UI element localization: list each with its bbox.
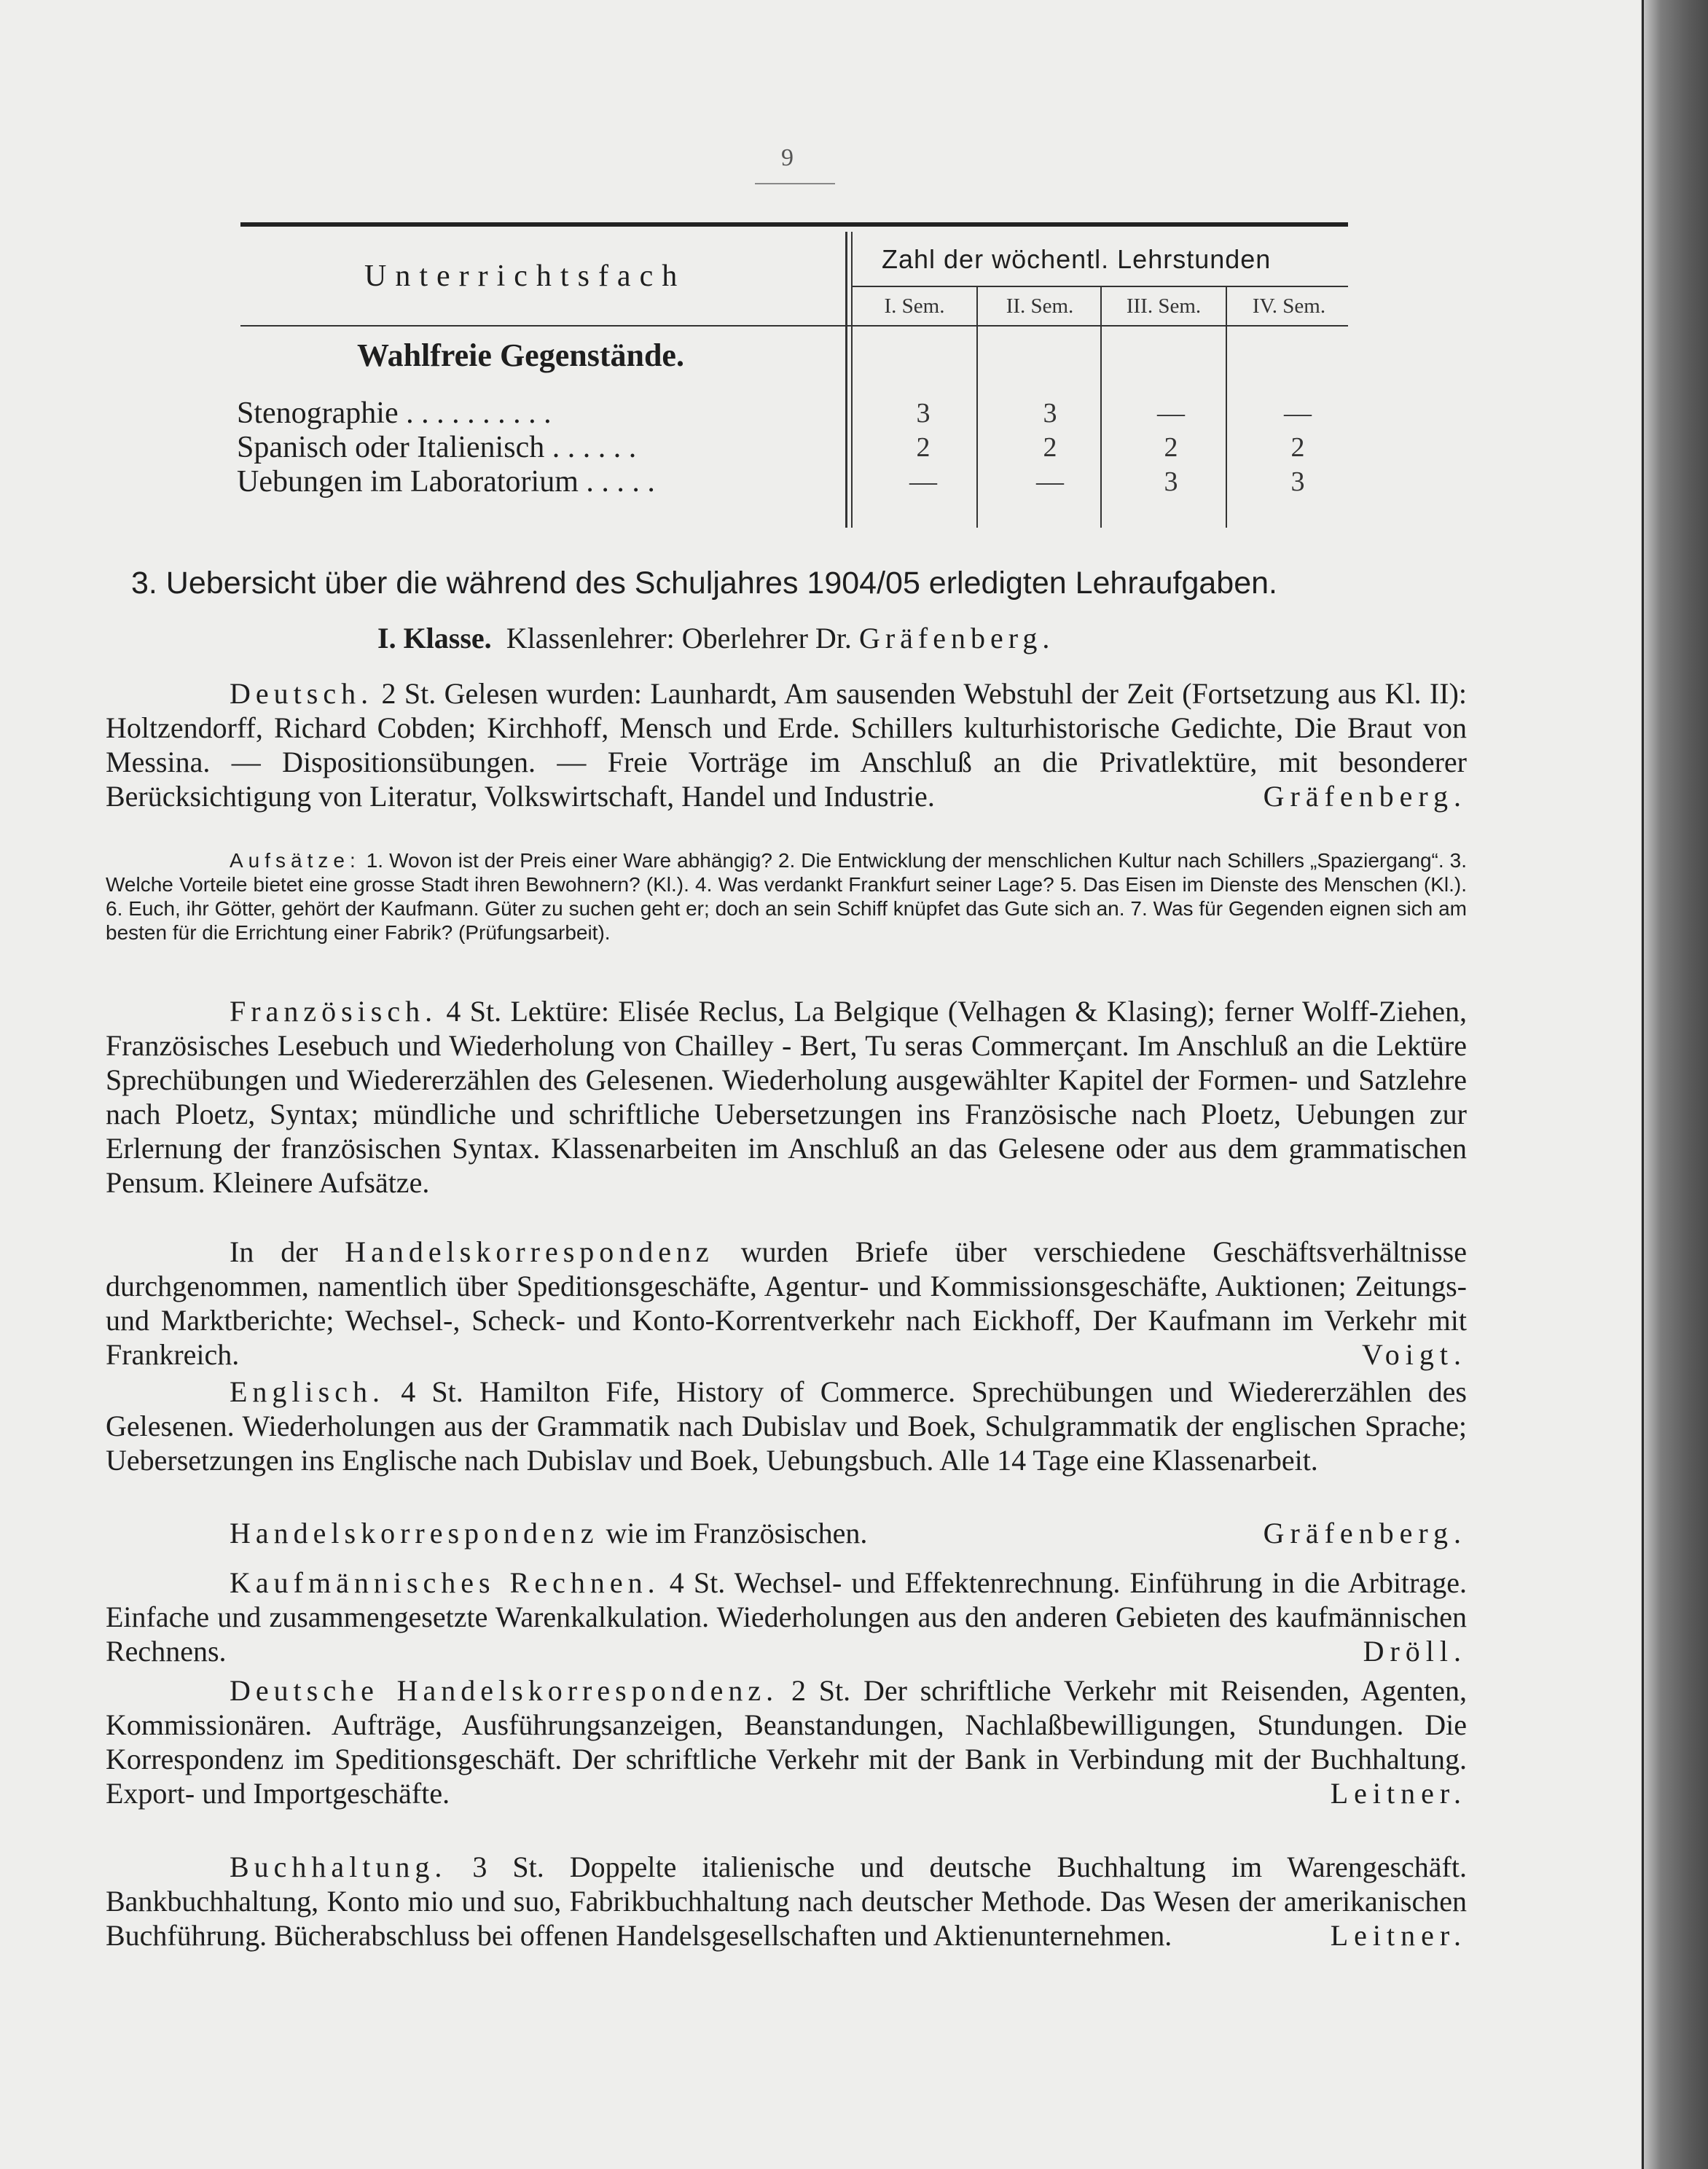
page-edge bbox=[1641, 0, 1708, 2169]
semester-header-1: I. Sem. bbox=[884, 294, 945, 318]
table-cell: 3 bbox=[916, 398, 931, 429]
paragraph-franzoesisch bbox=[106, 994, 1467, 1200]
section-title: 3. Uebersicht über die während des Schuljahres 1904/05 erledigten Lehraufgaben. bbox=[131, 566, 1277, 601]
table-cell: 3 bbox=[1290, 466, 1305, 497]
teacher-deutsche-hk: Leitner. bbox=[1330, 1777, 1467, 1810]
paragraph-handelskorrespondenz-en bbox=[106, 1516, 1467, 1550]
subject-buchhaltung: Buchhaltung. bbox=[230, 1851, 447, 1883]
paragraph-aufsaetze bbox=[106, 848, 1467, 945]
table-divider-main bbox=[845, 232, 847, 528]
text-handelskorr-en: wie im Französischen. bbox=[606, 1517, 868, 1549]
paragraph-deutsche-handelskorrespondenz bbox=[106, 1673, 1467, 1810]
prefix-handelskorr-fr: In der bbox=[230, 1235, 318, 1268]
subject-handelskorr-en: Handelskorrespondenz bbox=[230, 1517, 599, 1549]
teacher-deutsch: Gräfenberg. bbox=[1263, 780, 1467, 813]
text-englisch: 4 St. Hamilton Fife, History of Commerce. Sprechübungen und Wiedererzählen des Gelesenen. Wiederholungen aus der Grammatik nach Dubislav und Boek, Schulgrammatik der englischen Sprache; Uebersetzungen ins Englische nach Dubislav und Boek, Uebungsbuch. Alle 14 Tage eine Klassenarbeit. bbox=[106, 1375, 1467, 1477]
table-top-rule bbox=[240, 222, 1348, 227]
semester-header-4: IV. Sem. bbox=[1252, 294, 1326, 318]
subject-englisch: Englisch. bbox=[230, 1375, 385, 1408]
teacher-handelskorr-en: Gräfenberg. bbox=[1263, 1517, 1467, 1549]
page-edge-line bbox=[1642, 0, 1644, 2169]
paragraph-rechnen bbox=[106, 1566, 1467, 1668]
paragraph-buchhaltung bbox=[106, 1850, 1467, 1953]
table-divider-main-2 bbox=[851, 232, 853, 528]
table-category-heading: Wahlfreie Gegenstände. bbox=[357, 337, 684, 373]
table-cell: — bbox=[1157, 398, 1185, 429]
table-cell: 3 bbox=[1164, 466, 1178, 497]
table-cell: 2 bbox=[916, 432, 931, 463]
paragraph-handelskorrespondenz-fr bbox=[106, 1235, 1467, 1372]
text-franzoesisch: 4 St. Lektüre: Elisée Reclus, La Belgique (Velhagen & Klasing); ferner Wolff-Ziehen, Französisches Lesebuch und Wiederholung von Chailley - Bert, Tu seras Commerçant. Im Anschluß an die Lektüre Sprechübungen und Wiedererzählen des Gelesenen. Wiederholung ausgewählter Kapitel der Formen- und Satzlehre nach Ploetz, Syntax; mündliche und schriftliche Uebersetzungen ins Französische nach Ploetz, Uebungen zur Erlernung der französischen Syntax. Klassenarbeiten im Anschluß an das Gelesene oder aus dem grammatischen Pensum. Kleinere Aufsätze. bbox=[106, 995, 1467, 1199]
teacher-buchhaltung: Leitner. bbox=[1330, 1919, 1467, 1952]
subject-column-header: Unterrichtsfach bbox=[364, 259, 686, 293]
text-rechnen: 4 St. Wechsel- und Effektenrechnung. Einführung in die Arbitrage. Einfache und zusammengesetzte Warenkalkulation. Wiederholungen aus den anderen Gebieten des kaufmännischen Rechnens. bbox=[106, 1566, 1467, 1668]
teacher-rechnen: Dröll. bbox=[1363, 1635, 1467, 1668]
table-cell: — bbox=[909, 466, 937, 497]
table-cell: 2 bbox=[1164, 432, 1178, 463]
subject-handelskorr-fr: Handelskorrespondenz bbox=[345, 1235, 714, 1268]
subject-deutsche-hk: Deutsche Handelskorrespondenz. bbox=[230, 1674, 779, 1707]
page-number: 9 bbox=[781, 144, 794, 171]
table-cell: 2 bbox=[1043, 432, 1057, 463]
subject-franzoesisch: Französisch. bbox=[230, 995, 438, 1028]
label-aufsaetze: Aufsätze: bbox=[230, 849, 361, 872]
subject-rechnen: Kaufmännisches Rechnen. bbox=[230, 1566, 660, 1599]
table-cell: — bbox=[1284, 398, 1312, 429]
page-number-rule bbox=[755, 183, 835, 184]
table-row-subject: Stenographie . . . . . . . . . . bbox=[237, 396, 552, 430]
table-row-subject: Spanisch oder Italienisch . . . . . . bbox=[237, 431, 637, 464]
subject-deutsch: Deutsch. bbox=[230, 677, 374, 710]
table-header-bottom-rule bbox=[240, 325, 1348, 327]
hours-column-header: Zahl der wöchentl. Lehrstunden bbox=[882, 244, 1272, 274]
class-name: I. Klasse. bbox=[377, 622, 492, 654]
teacher-handelskorr-fr: Voigt. bbox=[1362, 1338, 1467, 1371]
table-cell: 2 bbox=[1290, 432, 1305, 463]
semester-header-3: III. Sem. bbox=[1126, 294, 1202, 318]
text-handelskorr-fr: wurden Briefe über verschiedene Geschäftsverhältnisse durchgenommen, namentlich über Speditionsgeschäfte, Agentur- und Kommissionsgeschäfte, Auktionen; Zeitungs- und Marktberichte; Wechsel-, Scheck- und Konto-Korrentverkehr nach Eickhoff, Der Kaufmann im Verkehr mit Frankreich. bbox=[106, 1235, 1467, 1371]
table-row-subject: Uebungen im Laboratorium . . . . . bbox=[237, 465, 655, 499]
table-cell: 3 bbox=[1043, 398, 1057, 429]
table-cell: — bbox=[1036, 466, 1064, 497]
text-deutsche-hk: 2 St. Der schriftliche Verkehr mit Reisenden, Agenten, Kommissionären. Aufträge, Ausführungsanzeigen, Beanstandungen, Nachlaßbewilligungen, Stundungen. Die Korrespondenz im Speditionsgeschäft. Der schriftliche Verkehr mit der Bank in Verbindung mit der Buchhaltung. Export- und Importgeschäfte. bbox=[106, 1674, 1468, 1810]
paragraph-deutsch bbox=[106, 676, 1467, 813]
class-teacher-name: Gräfenberg. bbox=[858, 622, 1055, 654]
text-aufsaetze: 1. Wovon ist der Preis einer Ware abhängig? 2. Die Entwicklung der menschlichen Kultur nach Schillers „Spaziergang“. 3. Welche Vorteile bietet eine grosse Stadt ihren Bewohnern? (Kl.). 4. Was verdankt Frankfurt seiner Lage? 5. Das Eisen im Dienste des Menschen (Kl.). 6. Euch, ihr Götter, gehört der Kaufmann. Güter zu suchen geht er; doch an sein Schiff knüpfet das Gute sich an. 7. Was für Gegenden eignen sich am besten für die Errichtung einer Fabrik? (Prüfungsarbeit). bbox=[106, 849, 1467, 944]
text-deutsch: 2 St. Gelesen wurden: Launhardt, Am sausenden Webstuhl der Zeit (Fortsetzung aus Kl. II): Holtzendorff, Richard Cobden; Kirchhoff, Mensch und Erde. Schillers kulturhistorische Gedichte, Die Braut von Messina. — Dispositionsübungen. — Freie Vorträge im Anschluß an die Privatlektüre, mit besonderer Berücksichtigung von Literatur, Volkswirtschaft, Handel und Industrie. bbox=[106, 677, 1467, 813]
text-buchhaltung: 3 St. Doppelte italienische und deutsche Buchhaltung im Warengeschäft. Bankbuchhaltung, Konto mio und suo, Fabrikbuchhaltung nach deutscher Methode. Das Wesen der amerikanischen Buchführung. Bücherabschluss bei offenen Handelsgesellschaften und Aktienunternehmen. bbox=[106, 1851, 1467, 1952]
paragraph-englisch bbox=[106, 1375, 1467, 1477]
class-teacher-label: Klassenlehrer: Oberlehrer Dr. bbox=[506, 622, 852, 654]
semester-header-2: II. Sem. bbox=[1006, 294, 1074, 318]
class-heading bbox=[377, 621, 1054, 655]
